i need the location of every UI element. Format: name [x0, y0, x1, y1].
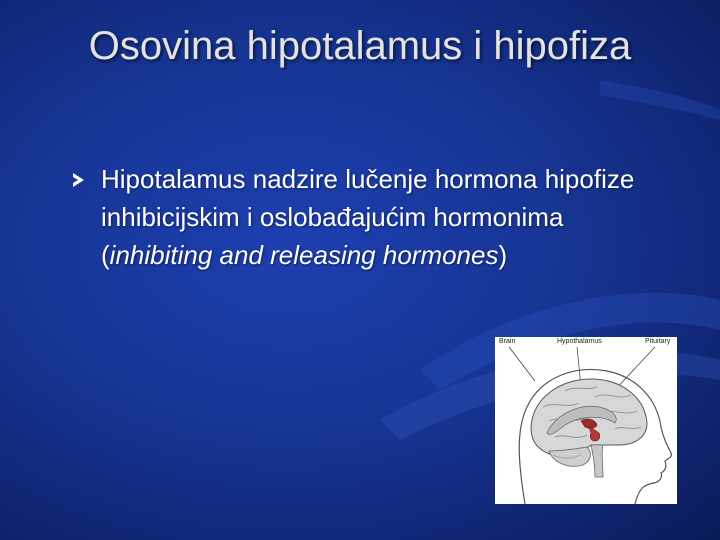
- brain-diagram-image: [495, 337, 677, 504]
- arrow-bullet-icon: [73, 173, 84, 187]
- bullet-text-end: ): [498, 240, 508, 270]
- slide-title: Osovina hipotalamus i hipofiza: [88, 24, 632, 68]
- label-pituitary: Pituitary: [645, 338, 671, 345]
- bullet-list: [70, 160, 650, 274]
- bullet-item: [70, 160, 650, 274]
- bullet-text: Hipotalamus nadzire lučenje hormona hipofize inhibicijskim i oslobađajućim hormonima (: [101, 164, 635, 270]
- brain-illustration: [495, 337, 677, 504]
- bullet-text-italic: inhibiting and releasing hormones: [109, 240, 499, 270]
- label-hypothalamus: Hypothalamus: [557, 338, 602, 345]
- label-brain: Brain: [499, 338, 516, 345]
